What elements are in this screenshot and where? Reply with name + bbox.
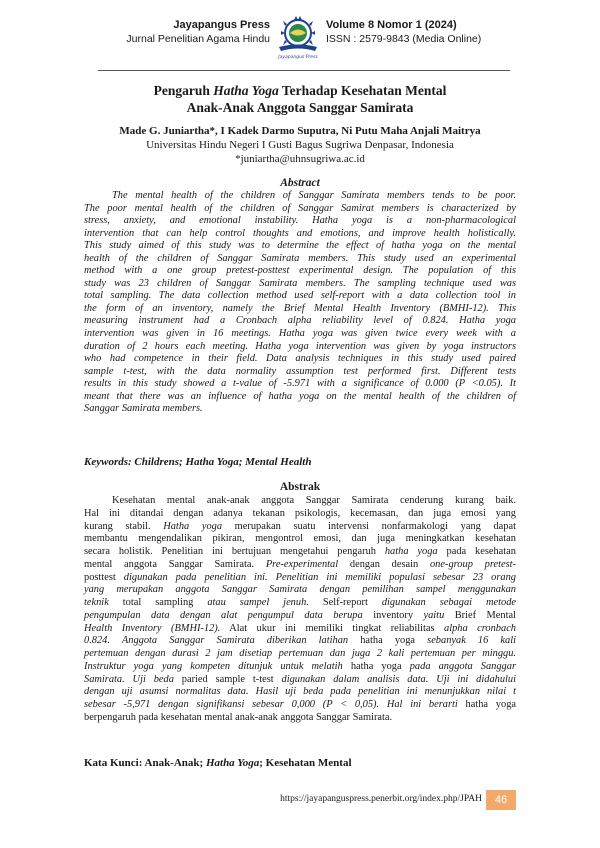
abstract-en-line: duration of 2 hours each meeting. Hatha yoga intervention was given by yoga instructors bbox=[84, 340, 516, 352]
author-email: *juniartha@uhnsugriwa.ac.id bbox=[235, 153, 365, 165]
abstract-en-line: intervention was given in 16 meetings. Hatha yoga was given twice every week with a bbox=[84, 328, 516, 340]
keywords-english: Keywords: Childrens; Hatha Yoga; Mental Health bbox=[84, 456, 312, 468]
abstrak-id-line: 0.824. Anggota Sanggar Samirata diberikan latihan hatha yoga sebanyak 16 kali bbox=[84, 635, 516, 647]
abstrak-id-line: pertemuan dengan durasi 2 jam disetiap pertemuan dan juga 2 kali pertemuan per minggu. bbox=[84, 648, 516, 659]
abstract-en-line: health of the children of Sanggar Samirata members. This study used an experimental bbox=[84, 252, 516, 264]
abstract-en-line: stress, anxiety, and emotional instability. Hatha yoga is a non-pharmacological bbox=[84, 215, 516, 227]
abstract-en-line: total sampling. The data collection method used self-report with a data collection tool in bbox=[84, 290, 516, 302]
abstract-en-line: The mental health of the children of Sanggar Samirata members tends to be poor. bbox=[112, 190, 516, 201]
abstrak-id-line: Kesehatan mental anak-anak anggota Sanggar Samirata cenderung kurang baik. bbox=[112, 495, 516, 506]
journal-url-link[interactable]: https://jayapanguspress.penerbit.org/index.php/JPAH bbox=[280, 794, 482, 804]
abstrak-id-line: dengan uji asumsi normalitas data. Hasil uji beda pada penelitian ini menunjukkan nilai t bbox=[84, 686, 516, 698]
abstract-en-line: This study aimed of this study was to determine the effect of hatha yoga on the mental bbox=[84, 240, 516, 252]
volume-info: Volume 8 Nomor 1 (2024) bbox=[326, 19, 457, 31]
abstract-en-line: The poor mental health of the children of Sanggar Samirat members is characterized by bbox=[84, 202, 516, 214]
abstrak-id-line: berpengaruh pada kesehatan mental anak-anak anggota Sanggar Samirata. bbox=[84, 711, 393, 723]
abstract-en-line: method with a one group pretest-posttest experimental design. The population of this bbox=[84, 265, 516, 277]
author-block bbox=[60, 124, 540, 166]
abstrak-id-line: Samirata. Uji beda paried sample t-test digunakan dalam analisis data. Uji ini didahului bbox=[84, 673, 516, 685]
issn-info: ISSN : 2579-9843 (Media Online) bbox=[326, 33, 482, 45]
page-number-badge: 46 bbox=[486, 790, 516, 810]
abstrak-id-line: teknik total sampling atau sampel jenuh. Self-report digunakan sebagai metode bbox=[84, 597, 517, 608]
abstrak-id-line: kurang stabil. Hatha yoga merupakan suatu intervensi nonfarmakologi yang dapat bbox=[84, 520, 516, 532]
abstrak-id-line: Instruktur yoga yang kompeten ditunjuk untuk melatih hatha yoga pada anggota Sanggar bbox=[84, 660, 516, 672]
abstract-en-line: results in this study showed a t-value of -5.971 with a significance of 0.000 (P <0.05). It bbox=[84, 378, 516, 390]
author-affiliation: Universitas Hindu Negeri I Gusti Bagus Sugriwa Denpasar, Indonesia bbox=[146, 139, 454, 151]
abstrak-id-line: Hal ini ditandai dengan adanya tekanan psikologis, kecemasan, dan juga emosi yang bbox=[84, 507, 516, 519]
abstract-en-line: measuring instrument had a Cronbach alpha reliability level of 0.824. Hatha yoga bbox=[84, 315, 516, 327]
keywords-indonesian: Kata Kunci: Anak-Anak; Hatha Yoga; Kesehatan Mental bbox=[84, 757, 352, 769]
title-line-1: Pengaruh Hatha Yoga Terhadap Kesehatan Mental bbox=[153, 83, 447, 98]
abstract-en-line: Sanggar Samirata members. bbox=[84, 403, 203, 415]
title-line-2: Anak-Anak Anggota Sanggar Samirata bbox=[186, 100, 414, 115]
abstract-en-line: intervention that can help control thoughts and emotions, and improve health holistically. bbox=[84, 227, 516, 239]
header-divider bbox=[98, 70, 510, 71]
abstract-en-line: who had competence in their field. Data analysis techniques in this study used paired bbox=[84, 353, 516, 365]
paper-title bbox=[80, 82, 520, 116]
abstract-en-line: sample t-test, with the data normality assumption test performed first. Different tests bbox=[84, 365, 516, 377]
abstrak-id-line: posttest digunakan pada penelitian ini. Penelitian ini memiliki populasi sebesar 23 orang bbox=[84, 571, 516, 583]
svg-text:Jayapangus Press: Jayapangus Press bbox=[278, 55, 318, 60]
header-left bbox=[104, 18, 270, 46]
abstract-english bbox=[84, 190, 516, 416]
header-right bbox=[326, 18, 506, 46]
journal-name: Jurnal Penelitian Agama Hindu bbox=[126, 33, 270, 45]
page-footer bbox=[0, 790, 600, 812]
abstract-heading: Abstract bbox=[280, 177, 320, 189]
abstract-en-line: meant that there was an influence of hatha yoga on the mental health of the children of bbox=[84, 390, 516, 402]
author-names: Made G. Juniartha*, I Kadek Darmo Suputra, Ni Putu Maha Anjali Maitrya bbox=[119, 125, 481, 137]
publisher-name: Jayapangus Press bbox=[173, 19, 270, 31]
journal-logo-icon bbox=[273, 14, 323, 62]
abstrak-id-line: yang merupakan anggota Sanggar Samirata dengan pemilihan sampel menggunakan bbox=[84, 584, 516, 596]
abstract-en-line: the form of an inventory, namely the Brief Mental Health Inventory (BMHI-12). This bbox=[84, 302, 516, 314]
abstrak-id-line: mental anggota Sanggar Samirata. Pre-experimental dengan desain one-group pretest- bbox=[84, 558, 517, 570]
page-header bbox=[0, 14, 600, 72]
abstract-en-line: study was 23 children of Sanggar Samirata members. The sampling technique used was bbox=[84, 277, 516, 289]
abstrak-id-line: Health Inventory (BMHI-12). Alat ukur ini memiliki tingkat reliabilitas alpha cronbach bbox=[84, 622, 517, 634]
abstrak-heading: Abstrak bbox=[279, 481, 321, 493]
abstrak-id-line: secara holistik. Penelitian ini bertujuan mengetahui pengaruh hatha yoga pada kesehatan bbox=[84, 546, 516, 557]
abstrak-id-line: membantu mengendalikan pikiran, mengontrol emosi, dan juga meningkatkan kesehatan bbox=[84, 533, 516, 545]
abstract-indonesian bbox=[84, 495, 516, 725]
abstrak-id-line: pengumpulan data dengan alat pengumpul data berupa inventory yaitu Brief Mental bbox=[84, 609, 516, 621]
abstrak-id-line: sebesar -5,971 dengan signifikansi sebesar 0,000 (P < 0,05). Hal ini berarti hatha yoga bbox=[84, 699, 516, 710]
